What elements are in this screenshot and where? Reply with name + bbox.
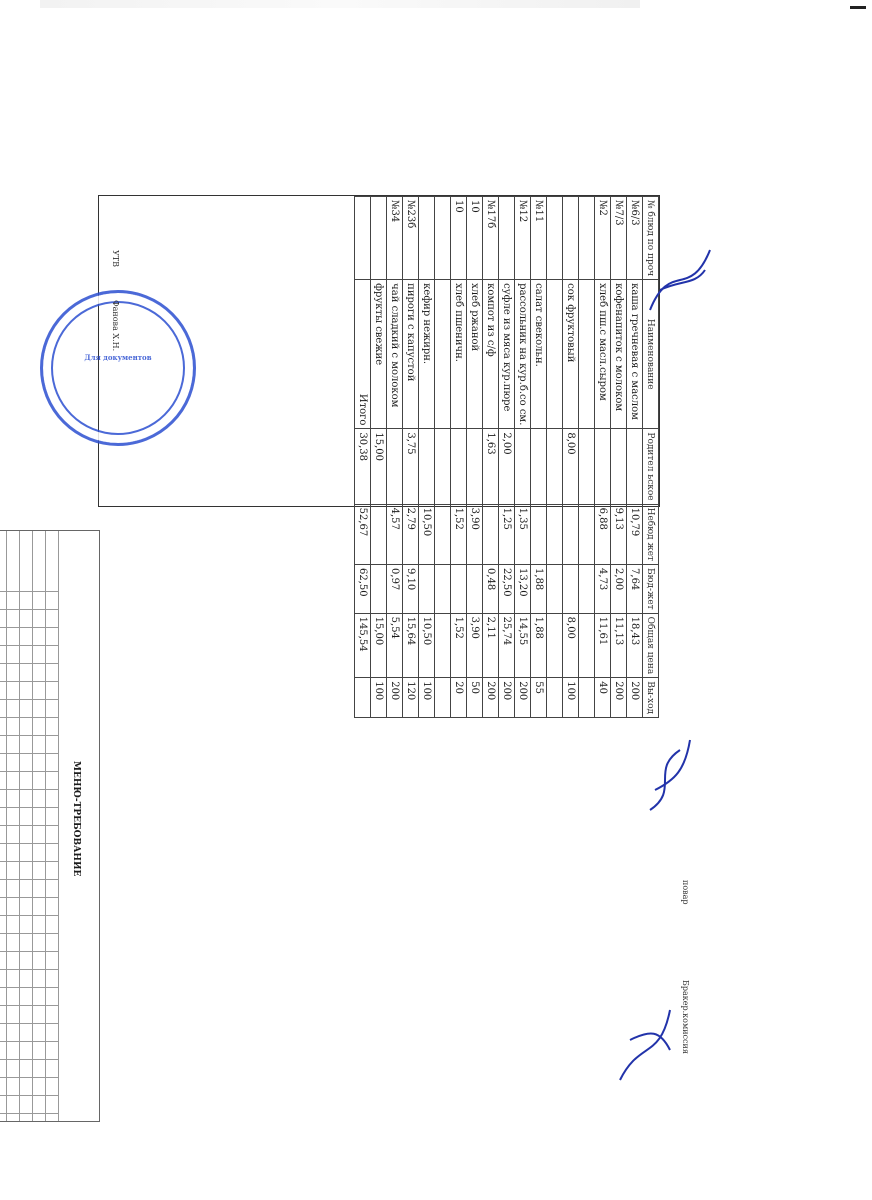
total-cell: 145,54: [355, 613, 371, 678]
menu-cell: [435, 504, 451, 564]
menu-cell: пироги с капустой: [403, 280, 419, 429]
menu-cell: [547, 197, 563, 280]
menu-cell: [547, 565, 563, 614]
cook-label: повар: [681, 880, 690, 905]
menu-cell: 4,57: [387, 504, 403, 564]
menu-row: [595, 197, 611, 718]
menu-cell: [451, 565, 467, 614]
menu-row: [611, 197, 627, 718]
stamp-text: Для документов: [84, 353, 152, 362]
total-cell: [355, 678, 371, 718]
signer-name: Фанова Х.Н.: [111, 300, 120, 352]
menu-cell: 100: [563, 678, 579, 718]
grid-col-line: [0, 987, 59, 988]
menu-cell: 0,97: [387, 565, 403, 614]
grid-col-line: [0, 843, 59, 844]
menu-cell: 2,00: [499, 429, 515, 504]
menu-cell: 15,00: [371, 429, 387, 504]
menu-cell: 100: [419, 678, 435, 718]
menu-cell: [419, 197, 435, 280]
menu-row: [499, 197, 515, 718]
grid-col-line: [0, 807, 59, 808]
scan-edge: [40, 0, 640, 8]
grid-col-line: [0, 771, 59, 772]
menu-cell: 3,90: [467, 504, 483, 564]
menu-cell: суфле из мяса кур.пюре: [499, 280, 515, 429]
total-cell: [355, 197, 371, 280]
menu-cell: 25,74: [499, 613, 515, 678]
menu-cell: [579, 280, 595, 429]
worksheet-title: МЕНЮ-ТРЕБОВАНИЕ: [71, 761, 81, 877]
menu-cell: [467, 429, 483, 504]
menu-cell: [371, 565, 387, 614]
menu-cell: [547, 678, 563, 718]
menu-cell: [483, 504, 499, 564]
grid-col-line: [0, 753, 59, 754]
grid-col-line: [0, 933, 59, 934]
menu-cell: [387, 429, 403, 504]
grid-col-line: [0, 645, 59, 646]
grid-row-line: [19, 531, 20, 1121]
menu-cell: №17б: [483, 197, 499, 280]
menu-cell: хлеб пш.с масл.сыром: [595, 280, 611, 429]
menu-cell: №6/3: [627, 197, 643, 280]
menu-cell: [435, 197, 451, 280]
grid-col-line: [0, 951, 59, 952]
menu-cell: [419, 565, 435, 614]
worksheet: [0, 530, 100, 1122]
menu-cell: 7,64: [627, 565, 643, 614]
menu-cell: 5,54: [387, 613, 403, 678]
menu-cell: [595, 429, 611, 504]
menu-row: [467, 197, 483, 718]
menu-cell: 2,79: [403, 504, 419, 564]
menu-cell: 200: [387, 678, 403, 718]
grid-col-line: [0, 609, 59, 610]
col-header: Небюд жет: [643, 504, 659, 564]
menu-cell: 120: [403, 678, 419, 718]
grid-col-line: [0, 1041, 59, 1042]
grid-col-line: [0, 915, 59, 916]
grid-col-line: [0, 1077, 59, 1078]
col-header: Родител ьское: [643, 429, 659, 504]
menu-row: [563, 197, 579, 718]
menu-cell: №2: [595, 197, 611, 280]
menu-cell: [531, 504, 547, 564]
grid-row-line: [58, 531, 59, 1121]
grid-col-line: [0, 1005, 59, 1006]
menu-cell: 15,64: [403, 613, 419, 678]
menu-cell: 1,88: [531, 613, 547, 678]
menu-cell: чай сладкий с молоком: [387, 280, 403, 429]
menu-cell: [499, 197, 515, 280]
menu-cell: [579, 565, 595, 614]
col-header: Вы-ход: [643, 678, 659, 718]
menu-cell: [435, 429, 451, 504]
grid-col-line: [0, 717, 59, 718]
grid-col-line: [0, 1095, 59, 1096]
menu-cell: 10,50: [419, 504, 435, 564]
menu-total-row: [355, 197, 371, 718]
menu-cell: 1,52: [451, 504, 467, 564]
menu-cell: [579, 678, 595, 718]
menu-cell: фрукты свежие: [371, 280, 387, 429]
menu-cell: 14,55: [515, 613, 531, 678]
grid-col-line: [0, 897, 59, 898]
menu-cell: сок фруктовый: [563, 280, 579, 429]
approve-label: УТВ: [111, 250, 120, 267]
menu-cell: 20: [451, 678, 467, 718]
menu-cell: 3,75: [403, 429, 419, 504]
grid-row-line: [6, 531, 7, 1121]
menu-row: [579, 197, 595, 718]
commission-label: Бракер.комиссия: [681, 980, 690, 1054]
grid-col-line: [0, 969, 59, 970]
signature-top: [640, 240, 720, 320]
total-cell: 52,67: [355, 504, 371, 564]
menu-cell: 10: [451, 197, 467, 280]
menu-cell: 2,00: [611, 565, 627, 614]
menu-cell: 55: [531, 678, 547, 718]
menu-cell: [611, 429, 627, 504]
menu-cell: 200: [499, 678, 515, 718]
menu-cell: 15,00: [371, 613, 387, 678]
menu-cell: [563, 504, 579, 564]
grid-col-line: [0, 879, 59, 880]
menu-cell: 200: [515, 678, 531, 718]
grid-col-line: [0, 825, 59, 826]
menu-row: [419, 197, 435, 718]
menu-cell: 100: [371, 678, 387, 718]
corner-mark: [850, 6, 866, 9]
menu-cell: [547, 280, 563, 429]
menu-row: [403, 197, 419, 718]
menu-cell: 11,13: [611, 613, 627, 678]
grid-col-line: [0, 627, 59, 628]
menu-cell: [563, 197, 579, 280]
menu-cell: 1,63: [483, 429, 499, 504]
grid-col-line: [0, 1113, 59, 1114]
menu-cell: 1,25: [499, 504, 515, 564]
menu-cell: 1,35: [515, 504, 531, 564]
menu-cell: 1,52: [451, 613, 467, 678]
menu-cell: 8,00: [563, 429, 579, 504]
menu-cell: 40: [595, 678, 611, 718]
menu-cell: [371, 504, 387, 564]
grid-col-line: [0, 663, 59, 664]
menu-cell: 200: [483, 678, 499, 718]
menu-cell: 13,20: [515, 565, 531, 614]
menu-row: [531, 197, 547, 718]
menu-cell: [435, 613, 451, 678]
menu-cell: №7/3: [611, 197, 627, 280]
menu-cell: [435, 565, 451, 614]
grid-row-line: [45, 531, 46, 1121]
menu-cell: кефир нежирн.: [419, 280, 435, 429]
menu-cell: [435, 678, 451, 718]
menu-cell: 6,88: [595, 504, 611, 564]
menu-table: [354, 196, 659, 718]
menu-cell: №12: [515, 197, 531, 280]
menu-cell: [627, 429, 643, 504]
menu-cell: 0,48: [483, 565, 499, 614]
menu-row: [483, 197, 499, 718]
menu-cell: 200: [627, 678, 643, 718]
grid-col-line: [0, 681, 59, 682]
menu-cell: 1,88: [531, 565, 547, 614]
menu-cell: 3,90: [467, 613, 483, 678]
menu-cell: [547, 429, 563, 504]
menu-row: [371, 197, 387, 718]
total-cell: Итого: [355, 280, 371, 429]
menu-row: [451, 197, 467, 718]
col-header: Наименование: [643, 280, 659, 429]
menu-cell: [579, 613, 595, 678]
menu-cell: 10,50: [419, 613, 435, 678]
menu-cell: хлеб ржаной: [467, 280, 483, 429]
signature-bottom-left: [610, 1000, 680, 1090]
menu-cell: 50: [467, 678, 483, 718]
menu-cell: 4,73: [595, 565, 611, 614]
grid-col-line: [0, 591, 59, 592]
menu-cell: каша гречневая с маслом: [627, 280, 643, 429]
menu-cell: [547, 613, 563, 678]
menu-cell: 10: [467, 197, 483, 280]
menu-cell: [419, 429, 435, 504]
menu-cell: 11,61: [595, 613, 611, 678]
menu-row: [515, 197, 531, 718]
menu-cell: 2,11: [483, 613, 499, 678]
col-header: № блюд по проч: [643, 197, 659, 280]
signature-bottom-right: [640, 730, 700, 820]
menu-cell: 10,79: [627, 504, 643, 564]
menu-cell: 22,50: [499, 565, 515, 614]
menu-cell: [435, 280, 451, 429]
worksheet-rotated: [0, 530, 100, 1130]
menu-cell: [579, 197, 595, 280]
menu-cell: салат свекольн.: [531, 280, 547, 429]
menu-cell: 200: [611, 678, 627, 718]
grid-row-line: [32, 531, 33, 1121]
menu-row: [387, 197, 403, 718]
total-cell: 30,38: [355, 429, 371, 504]
grid-col-line: [0, 699, 59, 700]
menu-cell: рассольник на кур.б.со см.: [515, 280, 531, 429]
menu-cell: кофенапиток с молоком: [611, 280, 627, 429]
col-header: Общая цена: [643, 613, 659, 678]
menu-cell: [547, 504, 563, 564]
menu-cell: хлеб пшеничн.: [451, 280, 467, 429]
grid-col-line: [0, 1023, 59, 1024]
total-cell: 62,50: [355, 565, 371, 614]
menu-cell: №11: [531, 197, 547, 280]
menu-cell: [371, 197, 387, 280]
menu-cell: 9,13: [611, 504, 627, 564]
grid-col-line: [0, 735, 59, 736]
menu-cell: №23б: [403, 197, 419, 280]
grid-col-line: [0, 789, 59, 790]
menu-cell: №34: [387, 197, 403, 280]
menu-row: [547, 197, 563, 718]
menu-cell: [531, 429, 547, 504]
menu-cell: 8,00: [563, 613, 579, 678]
menu-cell: 9,10: [403, 565, 419, 614]
col-header: Бюд-жет: [643, 565, 659, 614]
menu-cell: 18,43: [627, 613, 643, 678]
menu-cell: [579, 429, 595, 504]
menu-cell: [451, 429, 467, 504]
menu-cell: [579, 504, 595, 564]
menu-cell: [467, 565, 483, 614]
grid-col-line: [0, 861, 59, 862]
menu-row: [435, 197, 451, 718]
menu-cell: [563, 565, 579, 614]
menu-cell: компот из с/ф: [483, 280, 499, 429]
menu-cell: [515, 429, 531, 504]
grid-col-line: [0, 1059, 59, 1060]
